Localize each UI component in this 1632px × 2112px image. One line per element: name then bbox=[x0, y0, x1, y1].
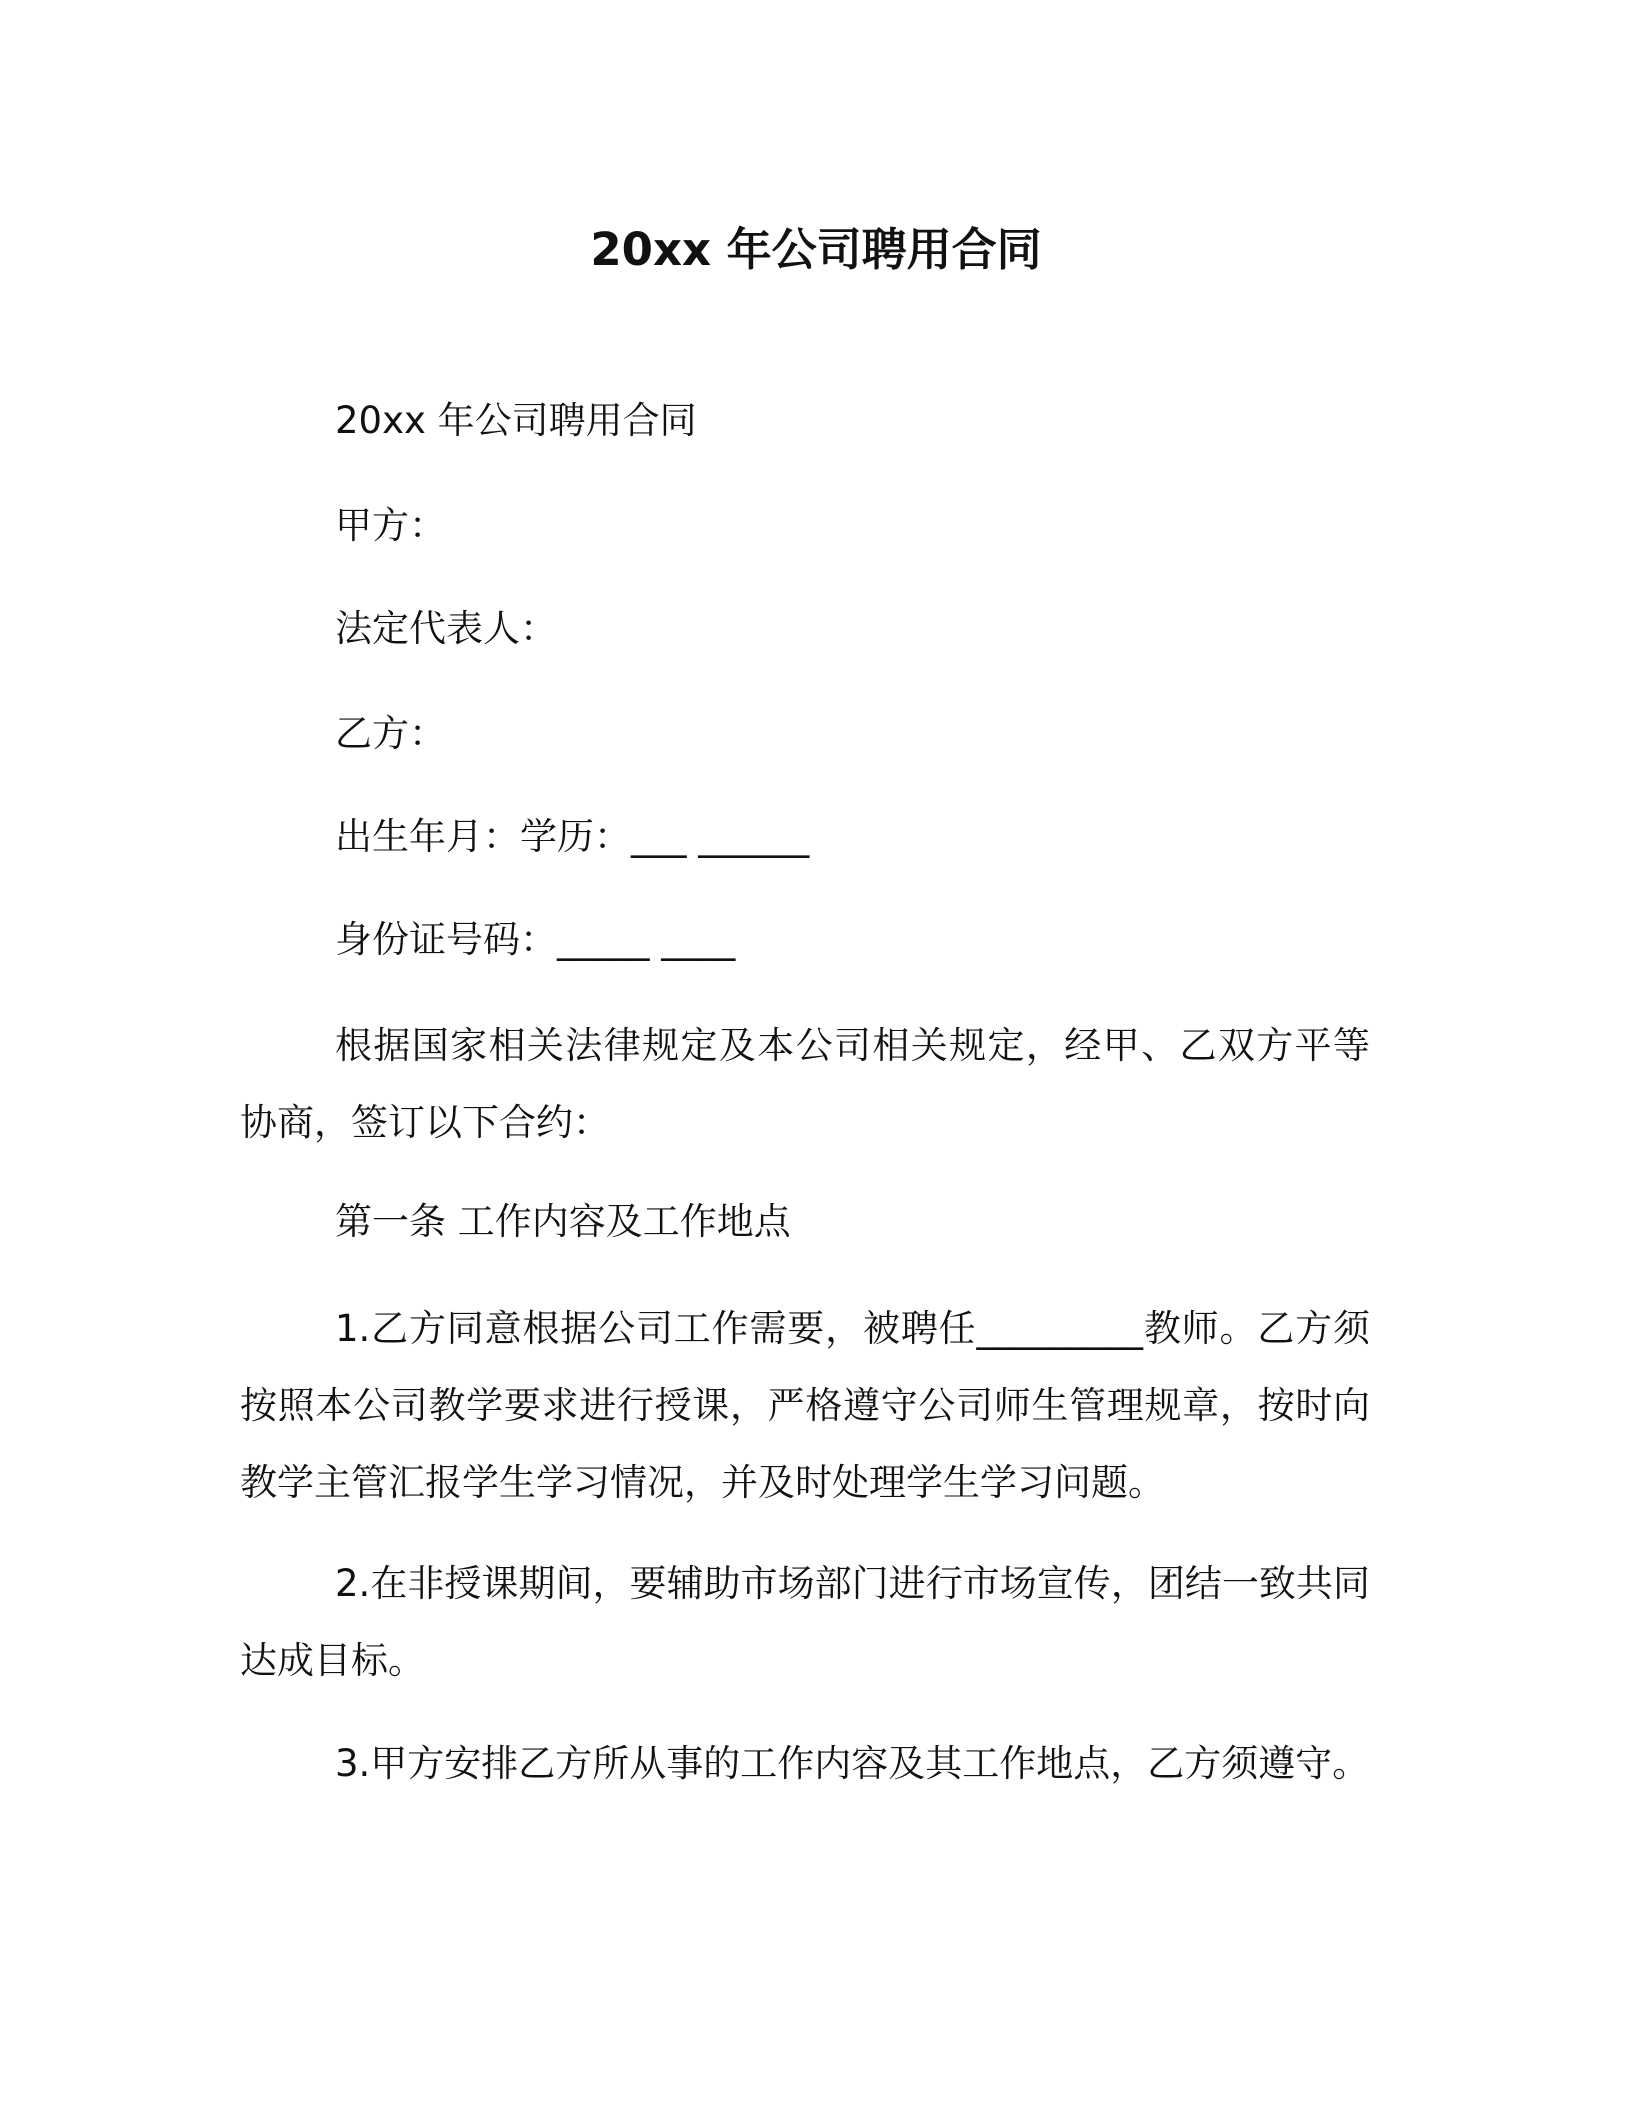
article-1-item-3: 3.甲方安排乙方所从事的工作内容及其工作地点，乙方须遵守。 bbox=[335, 1742, 1370, 1785]
contract-subtitle: 20xx 年公司聘用合同 bbox=[335, 399, 697, 442]
id-number-field: 身份证号码：_____ ____ bbox=[335, 918, 736, 961]
intro-paragraph: 根据国家相关法律规定及本公司相关规定，经甲、乙双方平等协商，签订以下合约： bbox=[240, 1024, 1370, 1144]
article-1-item-2: 2.在非授课期间，要辅助市场部门进行市场宣传，团结一致共同达成目标。 bbox=[240, 1562, 1370, 1682]
party-b-field: 乙方： bbox=[335, 712, 446, 755]
party-a-field: 甲方： bbox=[335, 504, 446, 547]
birth-education-field: 出生年月：学历：___ ______ bbox=[335, 815, 810, 858]
legal-representative-field: 法定代表人： bbox=[335, 607, 557, 650]
article-1-heading: 第一条 工作内容及工作地点 bbox=[335, 1200, 791, 1243]
article-1-item-1: 1.乙方同意根据公司工作需要，被聘任_________教师。乙方须按照本公司教学要求进行授课，严格遵守公司师生管理规章，按时向教学主管汇报学生学习情况，并及时处理学生学习问题。 bbox=[240, 1307, 1370, 1504]
document-title: 20xx 年公司聘用合同 bbox=[590, 223, 1042, 276]
